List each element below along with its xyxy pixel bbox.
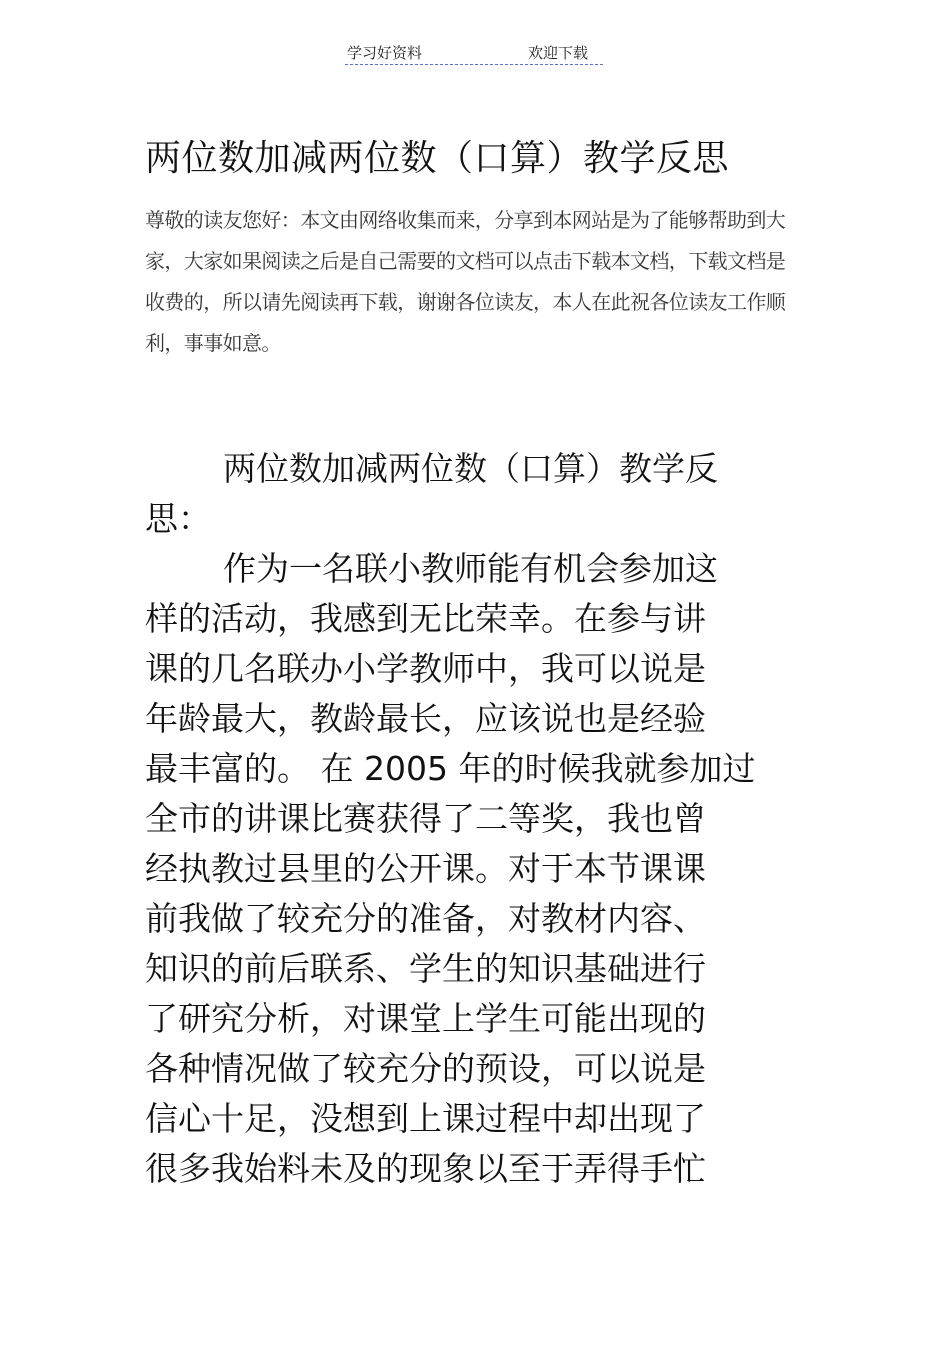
header-right-text: 欢迎下载 bbox=[528, 44, 589, 62]
body-line: 信心十足，没想到上课过程中却出现了 bbox=[145, 1099, 706, 1138]
notice-line: 家，大家如果阅读之后是自己需要的文档可以点击下载本文档，下载文档是 bbox=[145, 249, 786, 273]
document-title: 两位数加减两位数（口算）教学反思 bbox=[145, 138, 730, 179]
body-line: 经执教过县里的公开课。对于本节课课 bbox=[145, 849, 706, 888]
notice-line: 尊敬的读友您好：本文由网络收集而来，分享到本网站是为了能够帮助到大 bbox=[145, 208, 786, 232]
body-line: 作为一名联小教师能有机会参加这 bbox=[223, 549, 718, 588]
body-line: 年龄最大，教龄最长，应该说也是经验 bbox=[145, 699, 706, 738]
notice-line: 利，事事如意。 bbox=[145, 331, 281, 355]
body-line: 全市的讲课比赛获得了二等奖，我也曾 bbox=[145, 799, 706, 838]
body-line: 最丰富的。 在 2005 年的时候我就参加过 bbox=[145, 749, 756, 788]
notice-line: 收费的，所以请先阅读再下载，谢谢各位读友，本人在此祝各位读友工作顺 bbox=[145, 290, 786, 314]
body-line: 很多我始料未及的现象以至于弄得手忙 bbox=[145, 1149, 706, 1188]
reader-notice bbox=[145, 200, 795, 364]
body-heading-line: 思： bbox=[145, 499, 211, 538]
body-line: 课的几名联办小学教师中，我可以说是 bbox=[145, 649, 706, 688]
body-line: 前我做了较充分的准备，对教材内容、 bbox=[145, 899, 706, 938]
body-line: 了研究分析，对课堂上学生可能出现的 bbox=[145, 999, 706, 1038]
body-line: 知识的前后联系、学生的知识基础进行 bbox=[145, 949, 706, 988]
body-line: 各种情况做了较充分的预设，可以说是 bbox=[145, 1049, 706, 1088]
article-body bbox=[145, 444, 795, 1194]
header-left-text: 学习好资料 bbox=[347, 44, 423, 62]
page-header bbox=[345, 40, 603, 65]
body-line: 样的活动，我感到无比荣幸。在参与讲 bbox=[145, 599, 706, 638]
body-heading-line: 两位数加减两位数（口算）教学反 bbox=[223, 449, 718, 488]
